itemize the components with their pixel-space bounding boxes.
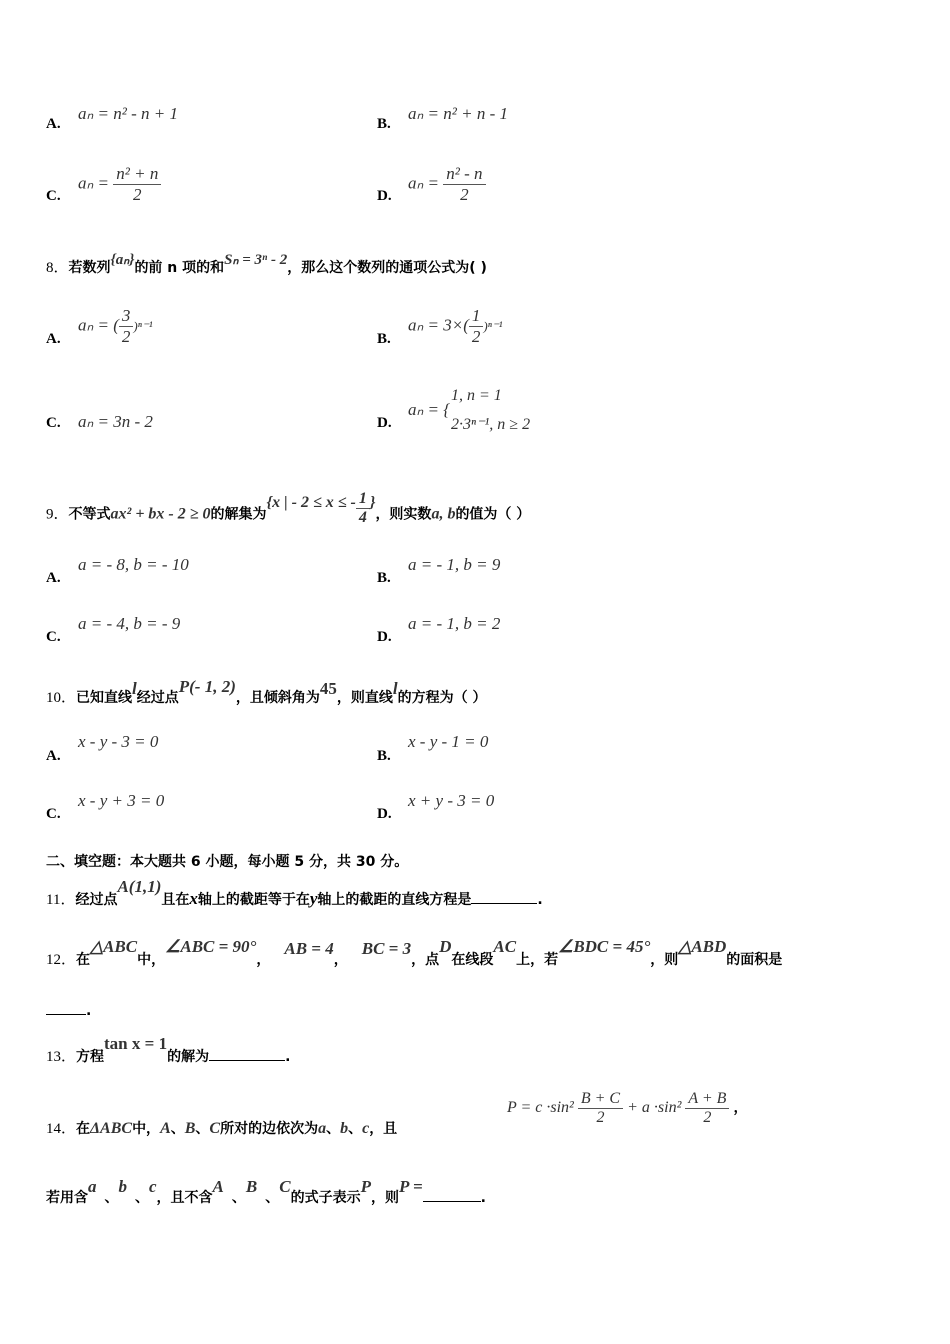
question-12: 12．在△ABC中，∠ABC = 90°，AB = 4，BC = 3，点D在线段AC上，若∠BDC = 45°，则△ABD的面积是 <box>46 937 783 968</box>
q9-option-c-expr: a = - 4, b = - 9 <box>78 614 181 633</box>
q7-option-d-expr: aₙ = $\frac{\text{n² - n}}{2}$ <box>408 164 486 205</box>
q14-answer-blank[interactable] <box>423 1201 481 1202</box>
q12-answer-blank[interactable] <box>46 1014 86 1015</box>
question-11: 11．经过点A(1,1)且在x轴上的截距等于在y轴上的截距的直线方程是 . <box>46 877 543 908</box>
question-12-answer: . <box>46 1003 91 1019</box>
question-9: 9．不等式ax² + bx - 2 ≥ 0的解集为{x | - 2 ≤ x ≤ - $\frac{1}{4}$ }，则实数a, b的值为（ ） <box>46 490 531 526</box>
q9-option-b-label: B. <box>377 570 391 586</box>
q14-formula: P = c ·sin² $\frac{B + C}{2}$ + a ·sin² $\frac{A + B}{2}$ ， <box>507 1090 748 1126</box>
q8-option-d-label: D. <box>377 415 392 431</box>
q7-option-b-label: B. <box>377 116 391 132</box>
q7-option-c-label: C. <box>46 188 61 204</box>
q9-option-c-label: C. <box>46 629 61 645</box>
q8-option-a-expr: aₙ = ( $\frac{3}{2}$ )ⁿ⁻¹ <box>78 306 153 346</box>
question-8: 8．若数列{aₙ}的前 n 项的和Sₙ = 3ⁿ - 2，那么这个数列的通项公式为( ) <box>46 252 487 276</box>
question-13: 13．方程tan x = 1的解为 . <box>46 1034 291 1065</box>
q10-option-b-expr: x - y - 1 = 0 <box>408 732 489 751</box>
q8-option-c-label: C. <box>46 415 61 431</box>
q8-option-c-expr: aₙ = 3n - 2 <box>78 412 153 431</box>
q7-option-b-expr: aₙ = n² + n - 1 <box>408 104 508 123</box>
q7-option-a-label: A. <box>46 116 61 132</box>
q10-option-c-label: C. <box>46 806 61 822</box>
q9-option-d-label: D. <box>377 629 392 645</box>
q9-option-d-expr: a = - 1, b = 2 <box>408 614 501 633</box>
q10-option-c-expr: x - y + 3 = 0 <box>78 791 165 810</box>
q8-option-d-case1: 1, n = 1 <box>451 387 502 404</box>
q10-option-d-label: D. <box>377 806 392 822</box>
q7-option-a-expr: aₙ = n² - n + 1 <box>78 104 178 123</box>
q9-option-b-expr: a = - 1, b = 9 <box>408 555 501 574</box>
q8-option-a-label: A. <box>46 331 61 347</box>
q8-option-b-expr: aₙ = 3×( $\frac{1}{2}$ )ⁿ⁻¹ <box>408 306 503 346</box>
q7-option-d-label: D. <box>377 188 392 204</box>
q10-option-d-expr: x + y - 3 = 0 <box>408 791 495 810</box>
q10-option-b-label: B. <box>377 748 391 764</box>
q8-option-d-expr: aₙ = { <box>408 400 451 419</box>
q9-option-a-expr: a = - 8, b = - 10 <box>78 555 189 574</box>
q11-answer-blank[interactable] <box>471 903 537 904</box>
q8-option-b-label: B. <box>377 331 391 347</box>
q7-option-c-expr: aₙ = $\frac{\text{n² + n}}{2}$ <box>78 164 161 205</box>
question-10: 10．已知直线l经过点P(- 1, 2)，且倾斜角为45，则直线l的方程为（ ） <box>46 677 487 706</box>
q9-option-a-label: A. <box>46 570 61 586</box>
q10-option-a-expr: x - y - 3 = 0 <box>78 732 159 751</box>
q13-answer-blank[interactable] <box>209 1060 285 1061</box>
section-heading: 二、填空题：本大题共 6 小题，每小题 5 分，共 30 分。 <box>46 854 409 870</box>
question-14-line-2: 若用含a、b、c，且不含A、B、C的式子表示P，则P =. <box>46 1177 486 1206</box>
question-14: 14．在ΔABC中，A、B、C所对的边依次为a、b、c，且 <box>46 1120 398 1137</box>
q10-option-a-label: A. <box>46 748 61 764</box>
q8-option-d-case2: 2·3ⁿ⁻¹, n ≥ 2 <box>451 416 531 433</box>
